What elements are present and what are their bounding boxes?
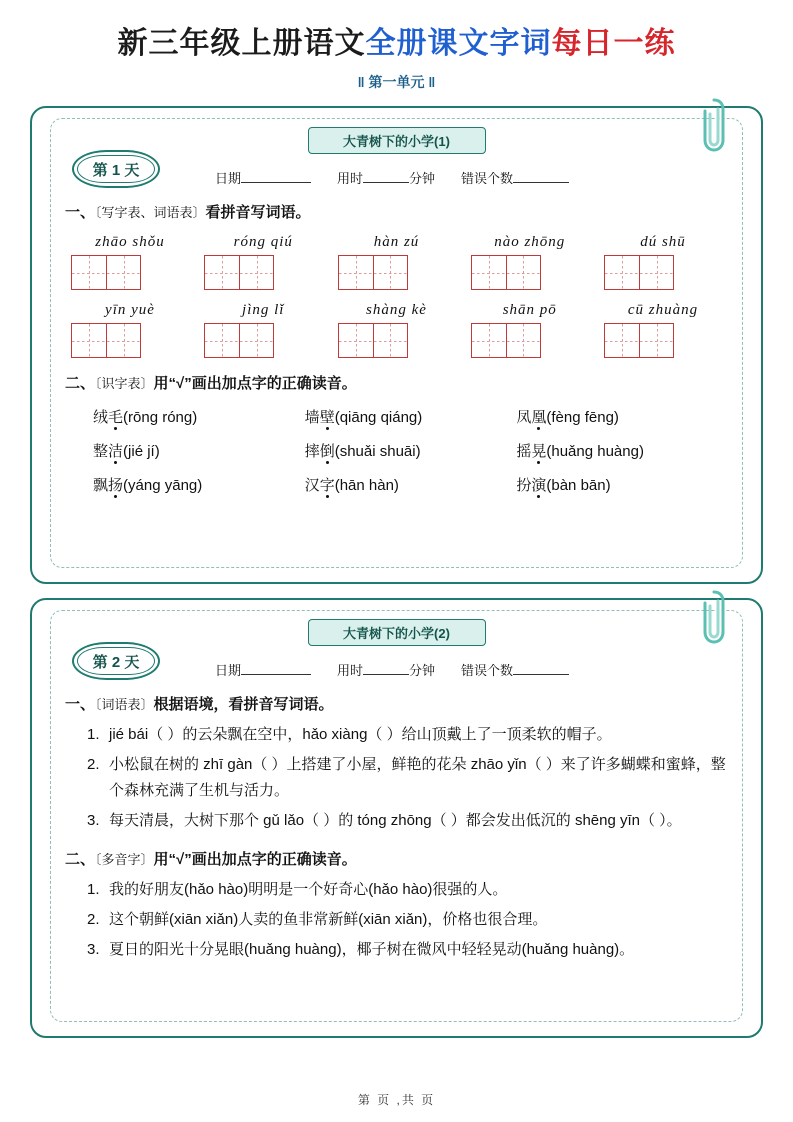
question-number: 2. [87,756,100,773]
meta-line-2 [215,660,728,679]
choice-word-b: 凰 [531,409,547,426]
choice-options[interactable]: (huǎng huàng) [546,443,644,460]
pinyin-row-2 [65,302,728,358]
pinyin-cell [471,234,589,290]
pinyin-text: shān pō [502,302,557,318]
paperclip-icon [701,96,727,154]
pinyin-cell [204,234,322,290]
date-label-1: 日期 [215,171,242,186]
question-text: 小松鼠在树的 zhī gàn（ ）上搭建了小屋，鲜艳的花朵 zhāo yǐn（ ）来了许多蝴蝶和蜜蜂，整个森林充满了生机与活力。 [109,756,726,799]
choice-word-b: 演 [531,477,547,494]
title-part-1: 新三年级上册语文 [117,27,366,60]
section-index-2-2: 二、 [65,851,96,868]
date-field-2[interactable] [215,660,311,679]
question-number: 1. [87,726,100,743]
time-blank-1[interactable] [363,170,409,183]
question-list-2 [65,877,728,963]
tianzige-grid[interactable] [71,323,189,358]
choice-word-b: 扬 [108,477,124,494]
choice-item[interactable] [305,406,517,427]
section-index-1-2: 二、 [65,375,96,392]
question-item[interactable] [87,877,728,903]
meta-line-1 [215,168,728,187]
choice-word-a: 凤 [516,409,532,426]
section-text-1-1: 看拼音写词语。 [205,204,311,221]
errors-label-1: 错误个数 [461,171,514,186]
pinyin-text: zhāo shǒu [95,234,165,250]
pinyin-text: róng qiú [233,234,293,250]
date-field-1[interactable] [215,168,311,187]
choice-word-b: 洁 [108,443,124,460]
tianzige-grid[interactable] [204,255,322,290]
section-text-2-2: 用“√”画出加点字的正确读音。 [153,851,357,868]
minutes-label-1: 分钟 [409,171,436,186]
choice-word-b: 字 [319,477,335,494]
question-text: 我的好朋友(hǎo hào)明明是一个好奇心(hǎo hào)很强的人。 [109,881,508,898]
unit-bar-right: ‖ [428,74,436,90]
time-field-2[interactable] [337,660,435,679]
choice-item[interactable] [305,474,517,495]
question-number: 3. [87,941,100,958]
lesson-title-2: 大青树下的小学(2) [308,619,486,646]
pinyin-cell [71,302,189,358]
minutes-label-2: 分钟 [409,663,436,678]
pinyin-cell [71,234,189,290]
pinyin-cell [338,234,456,290]
question-text: 这个朝鲜(xiān xiǎn)人卖的鱼非常新鲜(xiān xiǎn)，价格也很合理。 [109,911,548,928]
choice-word-b: 倒 [319,443,335,460]
day-card-1-inner [50,118,743,568]
day-badge-2: 第 2 天 [72,642,160,680]
page-footer: 第 页 ,共 页 [357,1093,436,1107]
choice-word-a: 扮 [516,477,532,494]
tianzige-grid[interactable] [471,323,589,358]
unit-bar-left: ‖ [357,74,365,90]
question-item[interactable] [87,722,728,748]
pinyin-text: hàn zú [373,234,420,250]
pinyin-text: yīn yuè [105,302,155,318]
choice-options[interactable]: (qiāng qiáng) [334,409,423,426]
tianzige-grid[interactable] [338,255,456,290]
choice-item[interactable] [93,406,305,427]
section-text-2-1: 根据语境，看拼音写词语。 [153,696,334,713]
choice-options[interactable]: (jié jí) [123,443,160,460]
tianzige-grid[interactable] [204,323,322,358]
question-item[interactable] [87,752,728,804]
question-item[interactable] [87,937,728,963]
unit-heading [30,72,763,92]
choice-item[interactable] [516,406,728,427]
section-heading-2-1 [65,693,728,714]
day-card-2-inner [50,610,743,1022]
choice-word-a: 飘 [93,477,109,494]
date-label-2: 日期 [215,663,242,678]
choice-row [93,440,728,461]
pinyin-cell [604,302,722,358]
choice-word-a: 墙 [304,409,320,426]
choice-item[interactable] [305,440,517,461]
section-bracket-1-2: 〔识字表〕 [95,376,154,391]
pinyin-cell [204,302,322,358]
section-index-2-1: 一、 [65,696,96,713]
pinyin-cell [471,302,589,358]
day-card-2 [30,598,763,1038]
section-bracket-2-1: 〔词语表〕 [95,697,154,712]
choice-word-a: 整 [93,443,109,460]
pinyin-text: cū zhuàng [627,302,699,318]
section-heading-2-2 [65,848,728,869]
choice-options[interactable]: (rōng róng) [123,409,198,426]
choice-item[interactable] [516,440,728,461]
pinyin-text: shàng kè [366,302,427,318]
question-number: 1. [87,881,100,898]
section-heading-1-2 [65,372,728,393]
choice-item[interactable] [516,474,728,495]
date-blank-1[interactable] [241,170,311,183]
pinyin-text: dú shū [640,234,686,250]
choice-word-a: 绒 [93,409,109,426]
pinyin-cell [338,302,456,358]
choice-options[interactable]: (yáng yāng) [123,477,203,494]
time-blank-2[interactable] [363,662,409,675]
pinyin-row-1 [65,234,728,290]
section-index-1-1: 一、 [65,204,96,221]
question-number: 2. [87,911,100,928]
choice-item[interactable] [93,440,305,461]
choice-item[interactable] [93,474,305,495]
title-part-2: 全册课文字词 [365,27,552,60]
pinyin-cell [604,234,722,290]
page-title [30,0,763,62]
question-number: 3. [87,812,100,829]
date-blank-2[interactable] [241,662,311,675]
tianzige-grid[interactable] [604,255,722,290]
day-card-1 [30,106,763,584]
day-badge-1: 第 1 天 [72,150,160,188]
question-text: 夏日的阳光十分晃眼(huǎng huàng)，椰子树在微风中轻轻晃动(huǎng huàng)。 [109,941,635,958]
choice-word-a: 摔 [304,443,320,460]
errors-label-2: 错误个数 [461,663,514,678]
title-part-3: 每日一练 [551,27,676,60]
choice-options[interactable]: (shuǎi shuāi) [334,443,421,460]
time-label-2: 用时 [337,663,364,678]
lesson-title-1: 大青树下的小学(1) [308,127,486,154]
errors-field-1[interactable] [461,168,569,187]
time-field-1[interactable] [337,168,435,187]
tianzige-grid[interactable] [604,323,722,358]
tianzige-grid[interactable] [71,255,189,290]
unit-label: 第一单元 [368,74,425,90]
errors-blank-1[interactable] [513,170,569,183]
choice-options[interactable]: (fèng fēng) [546,409,619,426]
choice-options[interactable]: (bàn bān) [546,477,611,494]
choice-word-a: 汉 [304,477,320,494]
pinyin-text: nào zhōng [494,234,566,250]
section-heading-1-1 [65,201,728,222]
choice-word-b: 毛 [108,409,124,426]
errors-blank-2[interactable] [513,662,569,675]
question-text: 每天清晨，大树下那个 gǔ lǎo（ ）的 tóng zhōng（ ）都会发出低沉的 shēng yīn（ ）。 [109,812,682,829]
tianzige-grid[interactable] [471,255,589,290]
choice-grid [65,406,728,495]
choice-word-a: 摇 [516,443,532,460]
section-bracket-1-1: 〔写字表、词语表〕 [95,205,206,220]
tianzige-grid[interactable] [338,323,456,358]
choice-row [93,406,728,427]
section-bracket-2-2: 〔多音字〕 [95,852,154,867]
errors-field-2[interactable] [461,660,569,679]
question-text: jié bái（ ）的云朵飘在空中，hǎo xiàng（ ）给山顶戴上了一顶柔软的帽子。 [109,726,612,743]
time-label-1: 用时 [337,171,364,186]
choice-word-b: 晃 [531,443,547,460]
question-item[interactable] [87,808,728,834]
paperclip-icon [701,588,727,646]
choice-word-b: 壁 [319,409,335,426]
choice-options[interactable]: (hān hàn) [334,477,399,494]
question-item[interactable] [87,907,728,933]
pinyin-text: jìng lǐ [242,302,285,318]
choice-row [93,474,728,495]
question-list-1 [65,722,728,834]
section-text-1-2: 用“√”画出加点字的正确读音。 [153,375,357,392]
